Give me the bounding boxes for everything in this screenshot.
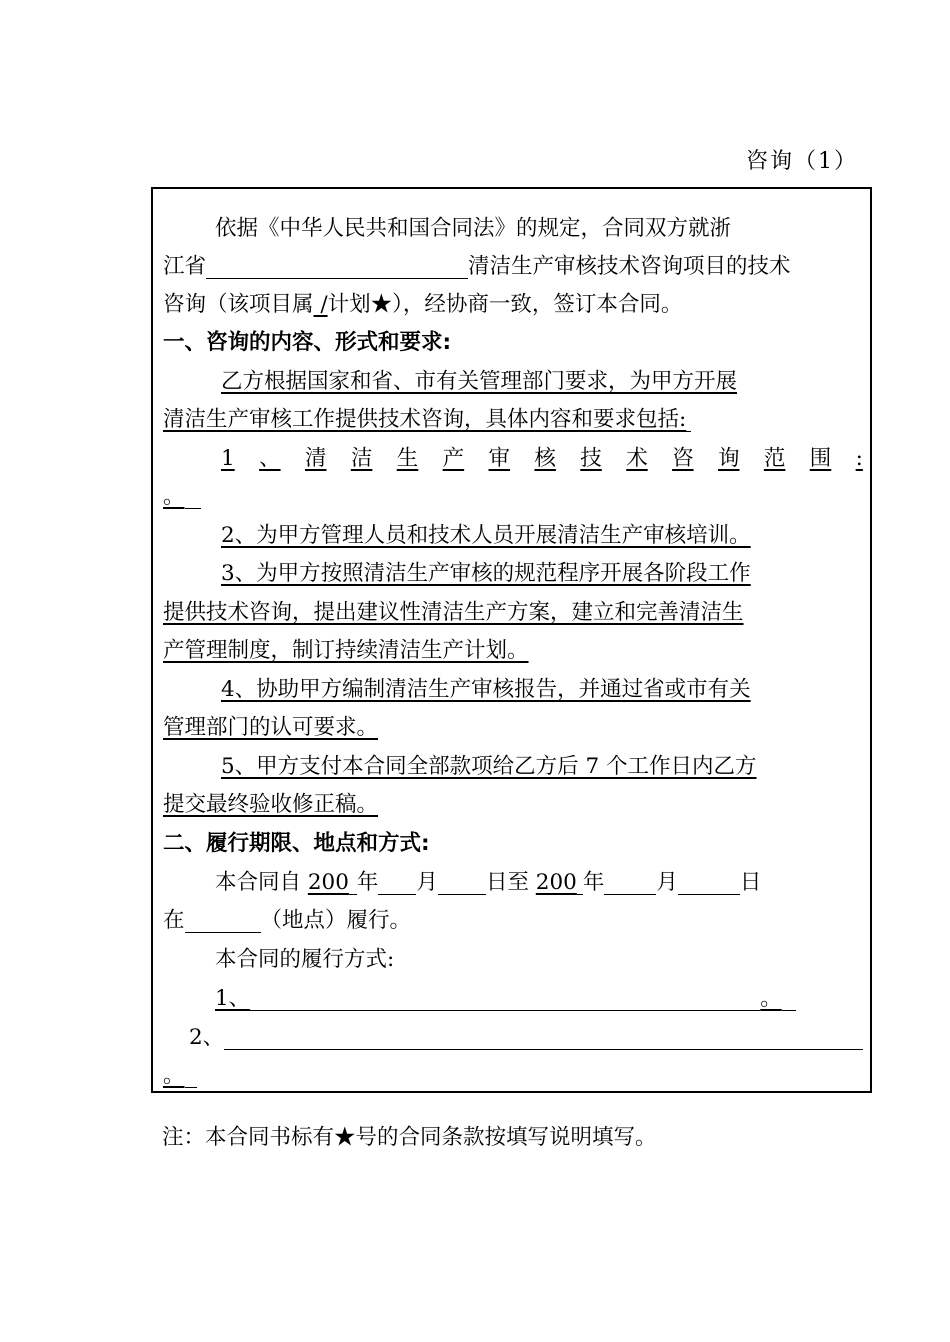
s1-item3-line3: 产管理制度，制订持续清洁生产计划。 bbox=[163, 638, 529, 663]
end-year[interactable]: 200 bbox=[535, 870, 577, 895]
end-day-blank[interactable] bbox=[678, 868, 740, 895]
intro-line-2: 江省 清洁生产审核技术咨询项目的技术 bbox=[163, 254, 791, 279]
s2-method-2-end: 。 bbox=[163, 1056, 863, 1096]
project-name-blank[interactable] bbox=[206, 252, 468, 279]
s2-place-line: 在 （地点）履行。 bbox=[163, 908, 412, 933]
s1-item3-line2: 提供技术咨询，提出建议性清洁生产方案，建立和完善清洁生 bbox=[163, 600, 744, 625]
start-month-blank[interactable] bbox=[378, 868, 416, 895]
method-1-blank[interactable] bbox=[250, 984, 760, 1011]
s1-item1-end: 。 bbox=[163, 477, 863, 517]
s1-item4-line2: 管理部门的认可要求。 bbox=[163, 715, 379, 740]
start-year[interactable]: 200 bbox=[307, 870, 349, 895]
s2-method-label: 本合同的履行方式: bbox=[215, 947, 395, 972]
plan-type-fill[interactable]: / bbox=[313, 292, 328, 317]
s1-item5-line1: 5、甲方支付本合同全部款项给乙方后 7 个工作日内乙方 bbox=[221, 754, 757, 779]
s1-p1-line1: 乙方根据国家和省、市有关管理部门要求，为甲方开展 bbox=[221, 369, 738, 394]
end-month-blank[interactable] bbox=[604, 868, 656, 895]
s1-item3-line1: 3、为甲方按照清洁生产审核的规范程序开展各阶段工作 bbox=[221, 561, 751, 586]
page-id: 咨询（1） bbox=[746, 149, 858, 174]
method-2-blank[interactable] bbox=[224, 1023, 863, 1050]
footnote: 注：本合同书标有★号的合同条款按填写说明填写。 bbox=[162, 1125, 657, 1150]
s1-item1: 1 、 清 洁 生 产 审 核 技 术 咨 询 范 围 : bbox=[221, 446, 863, 471]
intro-line-3: 咨询（该项目属 /计划★），经协商一致，签订本合同。 bbox=[163, 292, 683, 317]
intro-line-1: 依据《中华人民共和国合同法》的规定，合同双方就浙 bbox=[215, 216, 732, 241]
s1-item5-line2: 提交最终验收修正稿。 bbox=[163, 792, 379, 817]
s2-method-1: 1、 。 bbox=[163, 979, 863, 1019]
section1-heading: 一、咨询的内容、形式和要求: bbox=[163, 330, 452, 355]
section2-heading: 二、履行期限、地点和方式: bbox=[163, 831, 430, 856]
s1-item2: 2、为甲方管理人员和技术人员开展清洁生产审核培训。 bbox=[221, 523, 751, 548]
s2-method-2: 2、 bbox=[163, 1018, 863, 1058]
start-day-blank[interactable] bbox=[438, 868, 486, 895]
place-blank[interactable] bbox=[185, 906, 261, 933]
contract-box bbox=[151, 187, 872, 1093]
s1-p1-line2: 清洁生产审核工作提供技术咨询，具体内容和要求包括: bbox=[163, 400, 863, 440]
s1-item4-line1: 4、协助甲方编制清洁生产审核报告，并通过省或市有关 bbox=[221, 677, 751, 702]
s2-date-line: 本合同自 200 年 月 日至 200 年 月 日 bbox=[215, 870, 762, 895]
